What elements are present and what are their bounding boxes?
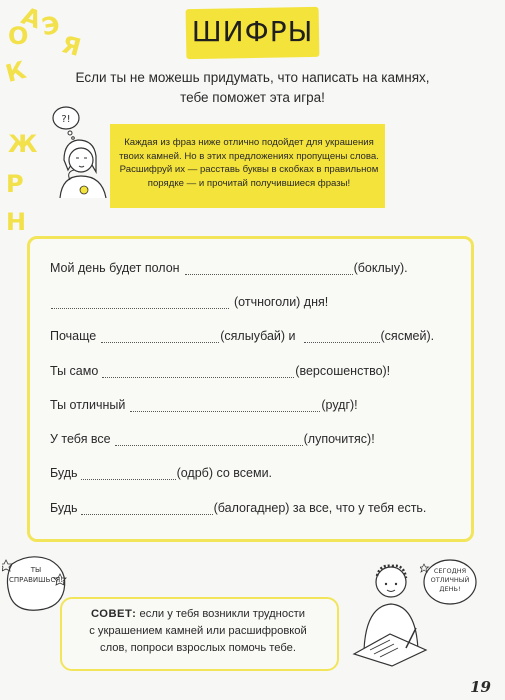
page-number: 19 <box>470 678 491 696</box>
phrase-clue: (боклыу). <box>353 261 408 275</box>
phrase-clue: (балогаднер) за все, что у тебя есть. <box>213 501 427 515</box>
tip-line: слов, попроси взрослых помочь тебе. <box>99 642 297 654</box>
phrase-text: Ты отличный <box>50 398 126 412</box>
answer-blank[interactable] <box>101 330 219 343</box>
girl-thinking-illustration <box>46 100 116 200</box>
instructions-line: твоих камней. Но в этих предложениях пропущены слова. <box>119 150 379 162</box>
instructions-line: Каждая из фраз ниже отлично подойдет для украшения <box>124 137 374 148</box>
answer-blank[interactable] <box>115 433 303 446</box>
decor-letter: Я <box>58 30 84 62</box>
intro-line: тебе поможет эта игра! <box>180 90 325 105</box>
phrase-text: У тебя все <box>50 432 111 446</box>
decor-letter: Н <box>6 208 27 236</box>
bubble-line: ДЕНЬ! <box>439 585 461 593</box>
phrase-clue: (одрб) со всеми. <box>176 466 273 480</box>
decor-letter: Р <box>6 170 24 198</box>
bubble-line: ОТЛИЧНЫЙ <box>430 576 470 584</box>
bubble-line: СЕГОДНЯ <box>433 567 467 575</box>
decor-letter: Э <box>39 10 62 42</box>
phrase-text: Ты само <box>50 364 99 378</box>
instructions-line: Расшифруй их — расставь буквы в скобках в правильном <box>119 164 379 175</box>
bubble-line: СПРАВИШЬСЯ! <box>8 576 64 584</box>
answer-blank[interactable] <box>51 296 229 309</box>
tip-text <box>64 606 332 657</box>
answer-blank[interactable] <box>130 399 320 412</box>
answer-blank[interactable] <box>304 330 380 343</box>
bubble-line: ТЫ <box>30 566 42 574</box>
intro-text <box>60 68 445 108</box>
decor-letter: А <box>17 1 45 35</box>
decor-letter: К <box>2 55 29 89</box>
boy-writing-illustration <box>346 558 436 668</box>
tip-line <box>64 606 332 623</box>
phrase-text: Почаще <box>50 329 97 343</box>
tip-line-rest: если у тебя возникли трудности <box>136 608 306 620</box>
phrase-clue: (рудг)! <box>321 398 358 412</box>
puzzle-phrase-7 <box>50 462 272 480</box>
phrase-clue: (сялыубай) и <box>220 329 296 343</box>
phrase-clue: (сясмей). <box>380 329 435 343</box>
puzzle-phrase-5 <box>50 394 358 412</box>
puzzle-phrase-1 <box>50 257 408 275</box>
answer-blank[interactable] <box>102 365 294 378</box>
phrase-clue: (версошенство)! <box>295 364 391 378</box>
answer-blank[interactable] <box>81 502 213 515</box>
puzzle-phrase-2 <box>50 291 328 309</box>
page-title-text: ШИФРЫ <box>191 15 314 48</box>
phrase-clue: (отчноголи) дня! <box>234 295 329 309</box>
puzzle-phrase-3 <box>50 325 434 343</box>
intro-line: Если ты не можешь придумать, что написать на камнях, <box>75 70 430 85</box>
page-title <box>186 8 319 58</box>
instructions-text <box>118 136 380 190</box>
decor-letter: Ж <box>8 130 38 158</box>
phrase-clue: (лупочитяс)! <box>303 432 375 446</box>
puzzle-phrase-8 <box>50 497 426 515</box>
instructions-line: порядке — и прочитай получившиеся фразы! <box>147 177 351 189</box>
decor-letter: О <box>8 22 29 50</box>
puzzle-phrase-6 <box>50 428 375 446</box>
tip-label: СОВЕТ: <box>90 608 137 620</box>
phrase-text: Будь <box>50 466 78 480</box>
answer-blank[interactable] <box>185 262 353 275</box>
phrase-text: Будь <box>50 501 78 515</box>
tip-line: с украшением камней или расшифровкой <box>89 625 307 637</box>
phrase-text: Мой день будет полон <box>50 261 180 275</box>
puzzle-phrase-4 <box>50 360 390 378</box>
thought-bubble-text: ?! <box>61 114 71 125</box>
answer-blank[interactable] <box>81 467 176 480</box>
